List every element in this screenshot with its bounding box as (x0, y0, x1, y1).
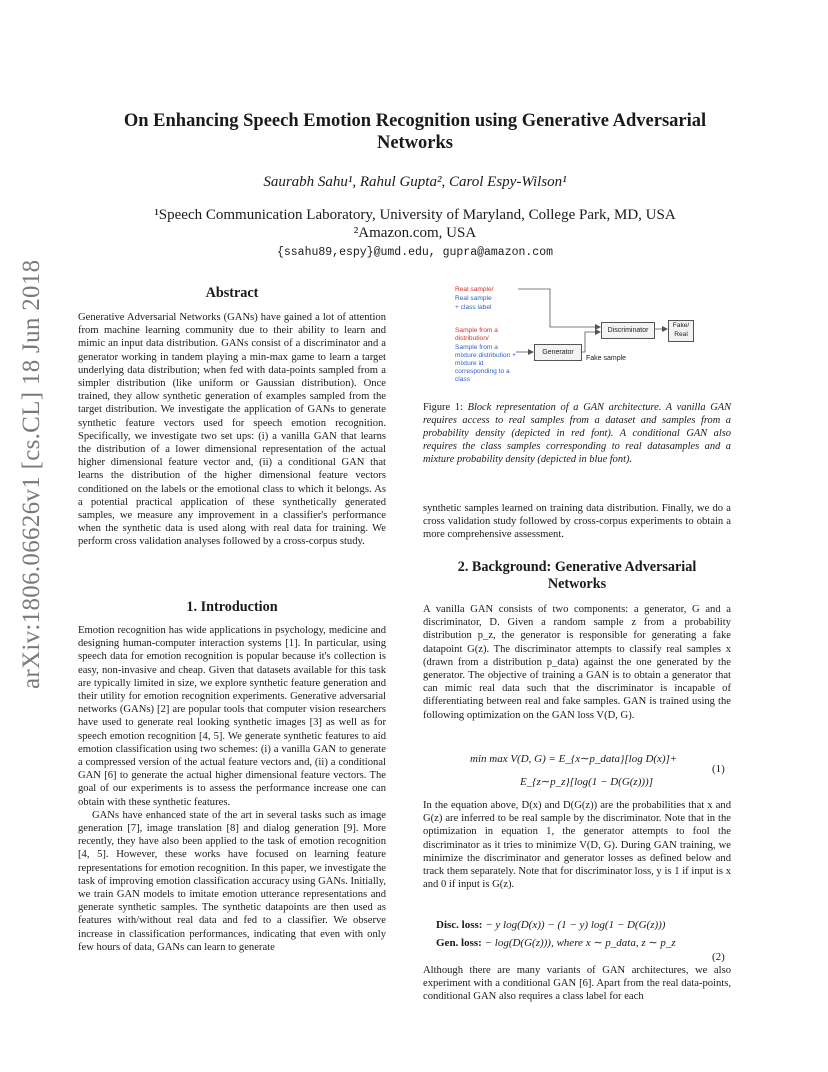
title-line-2: Networks (376, 133, 454, 153)
introduction-heading: 1. Introduction (186, 599, 278, 615)
disc-loss-formula: − y log(D(x)) − (1 − y) log(1 − D(G(z))) (485, 919, 666, 931)
intro-paragraph-1: Emotion recognition has wide applications in psychology, medicine and designing human-computer interaction systems [1]. In particular, using speech data for emotion recognition is popular because it's collection is easy, non-invasive and cheap. Given that datasets available for this task are typically limited in size, we explore synthetic feature generation and their utility for emotion recognition experiments. Generative adversarial networks (GANs) [2] are popular tools that computer vision researchers have used to generate real looking synthetic images [3] as well as for speech emotion recognition [4, 5]. We generate synthetic features to aid emotion classification using two schemes: (i) a vanilla GAN to generate a compressed version of the actual feature vectors and, (ii) a conditional GAN [6] to generate the actual higher dimensional feature vectors. The goal of our experiments is to assess the performance increase one can obtain with these synthetic features. (78, 625, 386, 808)
equation-1-number: (1) (712, 763, 725, 775)
caption-label: Figure 1: (423, 402, 468, 413)
gen-loss-row (436, 936, 676, 949)
equation-1-line-1: min max V(D, G) = E_{x∼p_data}[log D(x)]+ (470, 753, 678, 765)
equation-1-line-2: E_{z∼p_z}[log(1 − D(G(z)))] (520, 776, 653, 788)
gen-loss-label: Gen. loss: (436, 937, 482, 949)
discriminator-block: Discriminator (601, 322, 655, 339)
generator-block: Generator (534, 344, 582, 361)
label-mixture-id: mixture id (455, 360, 484, 367)
label-fake-sample: Fake sample (586, 355, 627, 362)
right-paragraph-1: synthetic samples learned on training data distribution. Finally, we do a cross validation study followed by cross-corpus experiments to obtain a more comprehensive assessment. (423, 503, 731, 541)
affiliation-1: ¹Speech Communication Laboratory, University of Maryland, College Park, MD, USA (154, 207, 676, 223)
background-heading-line-2: Networks (547, 576, 607, 592)
caption-text: Block representation of a GAN architecture. A vanilla GAN requires access to real samples from a dataset and samples from a probability density (depicted in red font). A conditional GAN also requires the class samples corresponding to real datasamples and a mixture probability density (depicted in blue font). (423, 402, 732, 465)
emails: {ssahu89,espy}@umd.edu, gupra@amazon.com (276, 246, 554, 259)
abstract-text: Generative Adversarial Networks (GANs) have gained a lot of attention from machine learning community due to their ability to learn and mimic an input data distribution. GANs consist of a discriminator and a generator working in tandem playing a min-max game to learn a target underlying data distribution; when fed with data-points sampled from a simpler distribution (like uniform or Gaussian distribution). Once trained, they allow synthetic generation of examples sampled from the target distribution. We investigate the application of GANs to generate synthetic feature vectors used for speech emotion recognition. Specifically, we investigate two set ups: (i) a vanilla GAN that learns the distribution of a lower dimensional representation of the actual higher dimensional feature vector and, (ii) a conditional GAN that learns the distribution of the higher dimensional feature vectors conditioned on the labels or the emotional class to which it belongs. As a potential practical application of these synthetically generated samples, we measure any improvement in a classifier's performance when the synthetic data is used along with real data for training. We perform cross validation analyses followed by a cross-corpus study. (78, 312, 386, 548)
background-paragraph-3-wrap (423, 964, 731, 1004)
right-intro-continuation (423, 502, 731, 542)
title-line-1: On Enhancing Speech Emotion Recognition using Generative Adversarial (123, 111, 707, 131)
label-distribution: distribution/ (455, 335, 489, 342)
background-paragraph-2-wrap (423, 799, 731, 891)
affiliation-2: ²Amazon.com, USA (353, 225, 477, 241)
background-section (423, 559, 731, 722)
disc-loss-row (436, 919, 665, 931)
gan-block-diagram (430, 282, 730, 392)
affiliations (80, 206, 750, 242)
intro-paragraph-2: GANs have enhanced state of the art in several tasks such as image generation [7], image translation [8] and dialog generation [9]. More recently, they have also been applied to the task of emotion recognition [4, 5]. However, these works have focused on learning feature representations for emotion recognition. In this paper, we investigate the task of improving emotion classification accuracy using GANs. Initially, we train GAN models to imitate emotion utterance representations and generate synthetic samples. The synthetic datapoints are then used as features with/without real data and fed to a classifier. We observe increase in classification performances, indicating that even with only few hours of data, GANs can learn to generate (78, 809, 386, 953)
background-heading-line-1: 2. Background: Generative Adversarial (457, 559, 697, 575)
label-mixture: mixture distribution + (455, 352, 517, 359)
disc-loss-label: Disc. loss: (436, 919, 483, 931)
introduction-section (78, 599, 386, 954)
label-sample-from: Sample from a (455, 327, 498, 334)
authors: Saurabh Sahu¹, Rahul Gupta², Carol Espy-Wilson¹ (263, 174, 567, 190)
label-real-sample-blue: Real sample (455, 295, 492, 302)
fake-real-block: Fake/ Real (668, 320, 694, 342)
label-real-sample: Real sample/ (455, 286, 494, 293)
abstract-section (78, 285, 386, 549)
figure-caption (423, 401, 731, 466)
abstract-heading: Abstract (205, 285, 259, 301)
paper-title (80, 110, 750, 154)
label-class: class (455, 376, 471, 383)
label-sample-from-blue: Sample from a (455, 344, 498, 351)
background-paragraph-3: Although there are many variants of GAN architectures, we also experiment with a conditional GAN [6]. Apart from the real data-points, conditional GAN also requires a class label for each (423, 965, 731, 1003)
equation-2-number: (2) (712, 951, 725, 963)
label-class-label: + class label (455, 304, 492, 311)
arxiv-sidebar-stamp: arXiv:1806.06626v1 [cs.CL] 18 Jun 2018 (18, 259, 45, 689)
gen-loss-formula: − log(D(G(z))), where x ∼ p_data, z ∼ p_z (484, 937, 676, 949)
background-paragraph-2: In the equation above, D(x) and D(G(z)) are the probabilities that x and G(z) are inferred to be real sample by the discriminator. Note that in the optimization in equation 1, the generator attempts to fool the discriminator as it tries to minimize V(D, G). During GAN training, we minimize the discriminator and generator losses as defined below and track them separately. Note that for discriminator loss, y is 1 if input is x and 0 if input is G(z). (423, 800, 731, 891)
background-paragraph-1: A vanilla GAN consists of two components: a generator, G and a discriminator, D. Given a random sample z from a probability distribution p_z, the generator is responsible for generating a fake datapoint G(z). The discriminator attempts to classify real samples x (drawn from a distribution p_data) against the one generated by the generator. The objective of training a GAN is to obtain a generator that can mimic real data such that the discriminator is incapable of differentiating between real and fake samples. GAN is trained using the following optimization on the GAN loss V(D, G). (423, 604, 731, 721)
background-heading (423, 559, 731, 593)
label-corresponding: corresponding to a (455, 368, 510, 375)
